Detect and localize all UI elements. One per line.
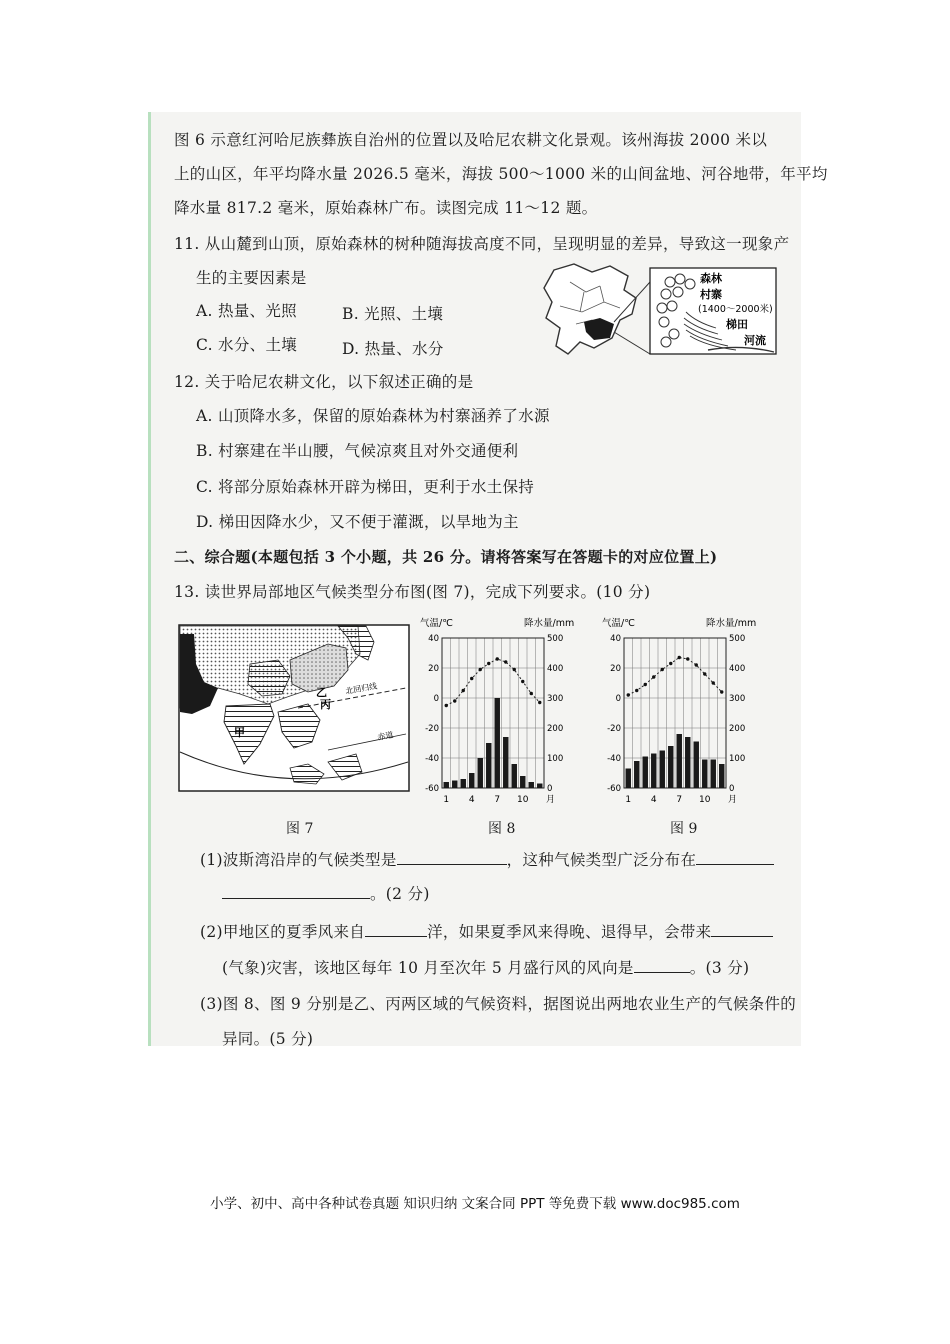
q12-option-c[interactable]: C. 将部分原始森林开辟为梯田，更利于水土保持 [196, 478, 535, 496]
q13-part-3-line-1: (3)图 8、图 9 分别是乙、丙两区域的气候资料，据图说出两地农业生产的气候条件的 [200, 995, 797, 1013]
precipitation-tick-label: 500 [729, 634, 746, 644]
precipitation-bar [626, 769, 631, 789]
temperature-point [695, 663, 698, 666]
precipitation-axis-title: 降水量/mm [706, 618, 757, 629]
label-yi: 乙 [316, 686, 327, 699]
figure-7-map [178, 624, 410, 794]
temperature-point [652, 675, 655, 678]
q13-part-2-text-a: (2)甲地区的夏季风来自 [200, 923, 366, 941]
temperature-tick-label: -60 [425, 784, 439, 794]
q13-part-1-line-1 [200, 848, 774, 870]
temperature-point [635, 689, 638, 692]
q11-option-c[interactable]: C. 水分、土壤 [196, 336, 298, 354]
temperature-point [513, 668, 516, 671]
figure-9-climate-chart [600, 614, 770, 814]
q13-part-2-text-b: 洋，如果夏季风来得晚、退得早，会带来 [427, 923, 712, 941]
precipitation-bar [537, 784, 542, 789]
q11-stem-line-1: 11. 从山麓到山顶，原始森林的树种随海拔高度不同，呈现明显的差异，导致这一现象产 [174, 235, 790, 253]
temperature-tick-label: -20 [607, 724, 621, 734]
yunnan-province-outline [544, 264, 636, 354]
temperature-point [669, 662, 672, 665]
temperature-axis-title: 气温/℃ [602, 618, 635, 629]
month-tick-label: 1 [443, 795, 450, 805]
answer-blank-1a[interactable] [397, 849, 507, 865]
label-river: 河流 [744, 334, 766, 347]
q13-part-2-line-2 [222, 956, 749, 978]
precipitation-bar [643, 757, 648, 789]
precipitation-bar [503, 737, 508, 788]
month-tick-label: 1 [625, 795, 632, 805]
precipitation-bar [469, 773, 474, 788]
answer-blank-2c[interactable] [634, 957, 690, 973]
precipitation-bar [520, 776, 525, 788]
q13-part-1-text-c: 。(2 分) [370, 885, 430, 903]
figure-9-caption: 图 9 [670, 821, 698, 837]
precipitation-tick-label: 0 [729, 784, 735, 794]
q13-stem: 13. 读世界局部地区气候类型分布图(图 7)，完成下列要求。(10 分) [174, 583, 651, 601]
precipitation-bar [452, 781, 457, 789]
temperature-tick-label: -60 [607, 784, 621, 794]
temperature-point [470, 677, 473, 680]
q11-option-b[interactable]: B. 光照、土壤 [342, 305, 444, 323]
precipitation-bar [495, 698, 500, 788]
precipitation-tick-label: 300 [729, 694, 746, 704]
temperature-point [703, 672, 706, 675]
q13-part-2-text-c: (气象)灾害，该地区每年 10 月至次年 5 月盛行风的风向是 [222, 959, 634, 977]
q11-option-d[interactable]: D. 热量、水分 [342, 340, 444, 358]
precipitation-tick-label: 200 [547, 724, 564, 734]
precipitation-bar [711, 760, 716, 789]
answer-blank-2b[interactable] [711, 921, 773, 937]
precipitation-bar [677, 734, 682, 788]
answer-blank-1c[interactable] [222, 883, 370, 899]
temperature-point [487, 662, 490, 665]
precipitation-bar [719, 764, 724, 788]
precipitation-tick-label: 300 [547, 694, 564, 704]
temperature-point [462, 689, 465, 692]
temperature-tick-label: 20 [428, 664, 439, 674]
intro-line-1: 图 6 示意红河哈尼族彝族自治州的位置以及哈尼农耕文化景观。该州海拔 2000 米以 [174, 131, 768, 149]
precipitation-tick-label: 0 [547, 784, 553, 794]
month-tick-label: 10 [699, 795, 711, 805]
label-forest: 森林 [700, 272, 722, 285]
intro-line-2: 上的山区，年平均降水量 2026.5 毫米，海拔 500～1000 米的山间盆地、河谷地带，年平均 [174, 165, 828, 183]
temperature-point [686, 657, 689, 660]
temperature-point [712, 681, 715, 684]
figure-8-climate-chart [418, 614, 588, 814]
month-tick-label: 4 [468, 795, 475, 805]
temperature-point [627, 693, 630, 696]
precipitation-bar [444, 782, 449, 788]
precipitation-axis-title: 降水量/mm [524, 618, 575, 629]
precipitation-bar [486, 743, 491, 788]
precipitation-bar [694, 742, 699, 789]
temperature-point [504, 660, 507, 663]
temperature-tick-label: 0 [433, 694, 439, 704]
temperature-point [661, 668, 664, 671]
q13-part-1-text-b: ，这种气候类型广泛分布在 [506, 851, 697, 869]
precipitation-bar [685, 737, 690, 788]
temperature-point [720, 690, 723, 693]
q13-part-3-line-2: 异同。(5 分) [222, 1030, 314, 1048]
section-2-heading: 二、综合题(本题包括 3 个小题，共 26 分。请将答案写在答题卡的对应位置上) [174, 548, 718, 566]
temperature-axis-title: 气温/℃ [420, 618, 453, 629]
equator-label: 赤道 [376, 730, 395, 742]
temperature-tick-label: 20 [610, 664, 621, 674]
temperature-point [445, 704, 448, 707]
temperature-tick-label: -20 [425, 724, 439, 734]
month-unit-label: 月 [546, 795, 556, 805]
precipitation-bar [529, 782, 534, 788]
q11-stem-line-2: 生的主要因素是 [196, 269, 307, 287]
temperature-point [644, 683, 647, 686]
q12-option-d[interactable]: D. 梯田因降水少，又不便于灌溉，以旱地为主 [196, 513, 519, 531]
month-tick-label: 4 [650, 795, 657, 805]
label-jia: 甲 [234, 726, 245, 739]
temperature-point [678, 656, 681, 659]
temperature-point [530, 692, 533, 695]
figure-7-caption: 图 7 [286, 821, 314, 837]
precipitation-bar [660, 751, 665, 789]
q12-stem: 12. 关于哈尼农耕文化，以下叙述正确的是 [174, 373, 474, 391]
precipitation-tick-label: 100 [729, 754, 746, 764]
precipitation-bar [512, 764, 517, 788]
month-tick-label: 10 [517, 795, 529, 805]
intro-line-3: 降水量 817.2 毫米，原始森林广布。读图完成 11～12 题。 [174, 199, 598, 217]
temperature-tick-label: -40 [607, 754, 621, 764]
temperature-point [453, 699, 456, 702]
label-terrace: 梯田 [726, 318, 748, 331]
month-tick-label: 7 [676, 795, 683, 805]
label-bing: 丙 [320, 698, 331, 711]
label-altitude: (1400～2000米) [698, 304, 773, 315]
q12-option-a[interactable]: A. 山顶降水多，保留的原始森林为村寨涵养了水源 [196, 407, 550, 425]
q11-option-a[interactable]: A. 热量、光照 [196, 302, 297, 320]
temperature-point [538, 701, 541, 704]
precipitation-bar [668, 746, 673, 788]
temperature-point [521, 680, 524, 683]
q13-part-1-text-a: (1)波斯湾沿岸的气候类型是 [200, 851, 397, 869]
callout-line-bottom [614, 332, 650, 354]
precipitation-bar [478, 758, 483, 788]
precipitation-tick-label: 100 [547, 754, 564, 764]
month-tick-label: 7 [494, 795, 501, 805]
precipitation-bar [634, 761, 639, 788]
precipitation-tick-label: 500 [547, 634, 564, 644]
temperature-point [479, 668, 482, 671]
temperature-tick-label: 0 [615, 694, 621, 704]
tropic-of-cancer-label: 北回归线 [344, 681, 378, 696]
precipitation-tick-label: 400 [547, 664, 564, 674]
footer-text: 小学、初中、高中各种试卷真题 知识归纳 文案合同 PPT 等免费下载 www.doc985.com [210, 1196, 740, 1212]
q13-part-2-line-1 [200, 920, 773, 942]
month-unit-label: 月 [728, 795, 738, 805]
answer-blank-1b[interactable] [696, 849, 774, 865]
answer-blank-2a[interactable] [365, 921, 427, 937]
temperature-tick-label: 40 [610, 634, 621, 644]
figure-8-caption: 图 8 [488, 821, 516, 837]
figure-6-map [540, 262, 782, 358]
precipitation-tick-label: 400 [729, 664, 746, 674]
temperature-tick-label: 40 [428, 634, 439, 644]
precipitation-tick-label: 200 [729, 724, 746, 734]
q13-part-2-text-d: 。(3 分) [689, 959, 750, 977]
temperature-tick-label: -40 [425, 754, 439, 764]
temperature-point [496, 657, 499, 660]
precipitation-bar [702, 760, 707, 789]
label-village: 村寨 [700, 288, 722, 301]
q13-part-1-line-2 [222, 882, 430, 904]
q12-option-b[interactable]: B. 村寨建在半山腰，气候凉爽且对外交通便利 [196, 442, 519, 460]
precipitation-bar [461, 779, 466, 788]
precipitation-bar [651, 754, 656, 789]
